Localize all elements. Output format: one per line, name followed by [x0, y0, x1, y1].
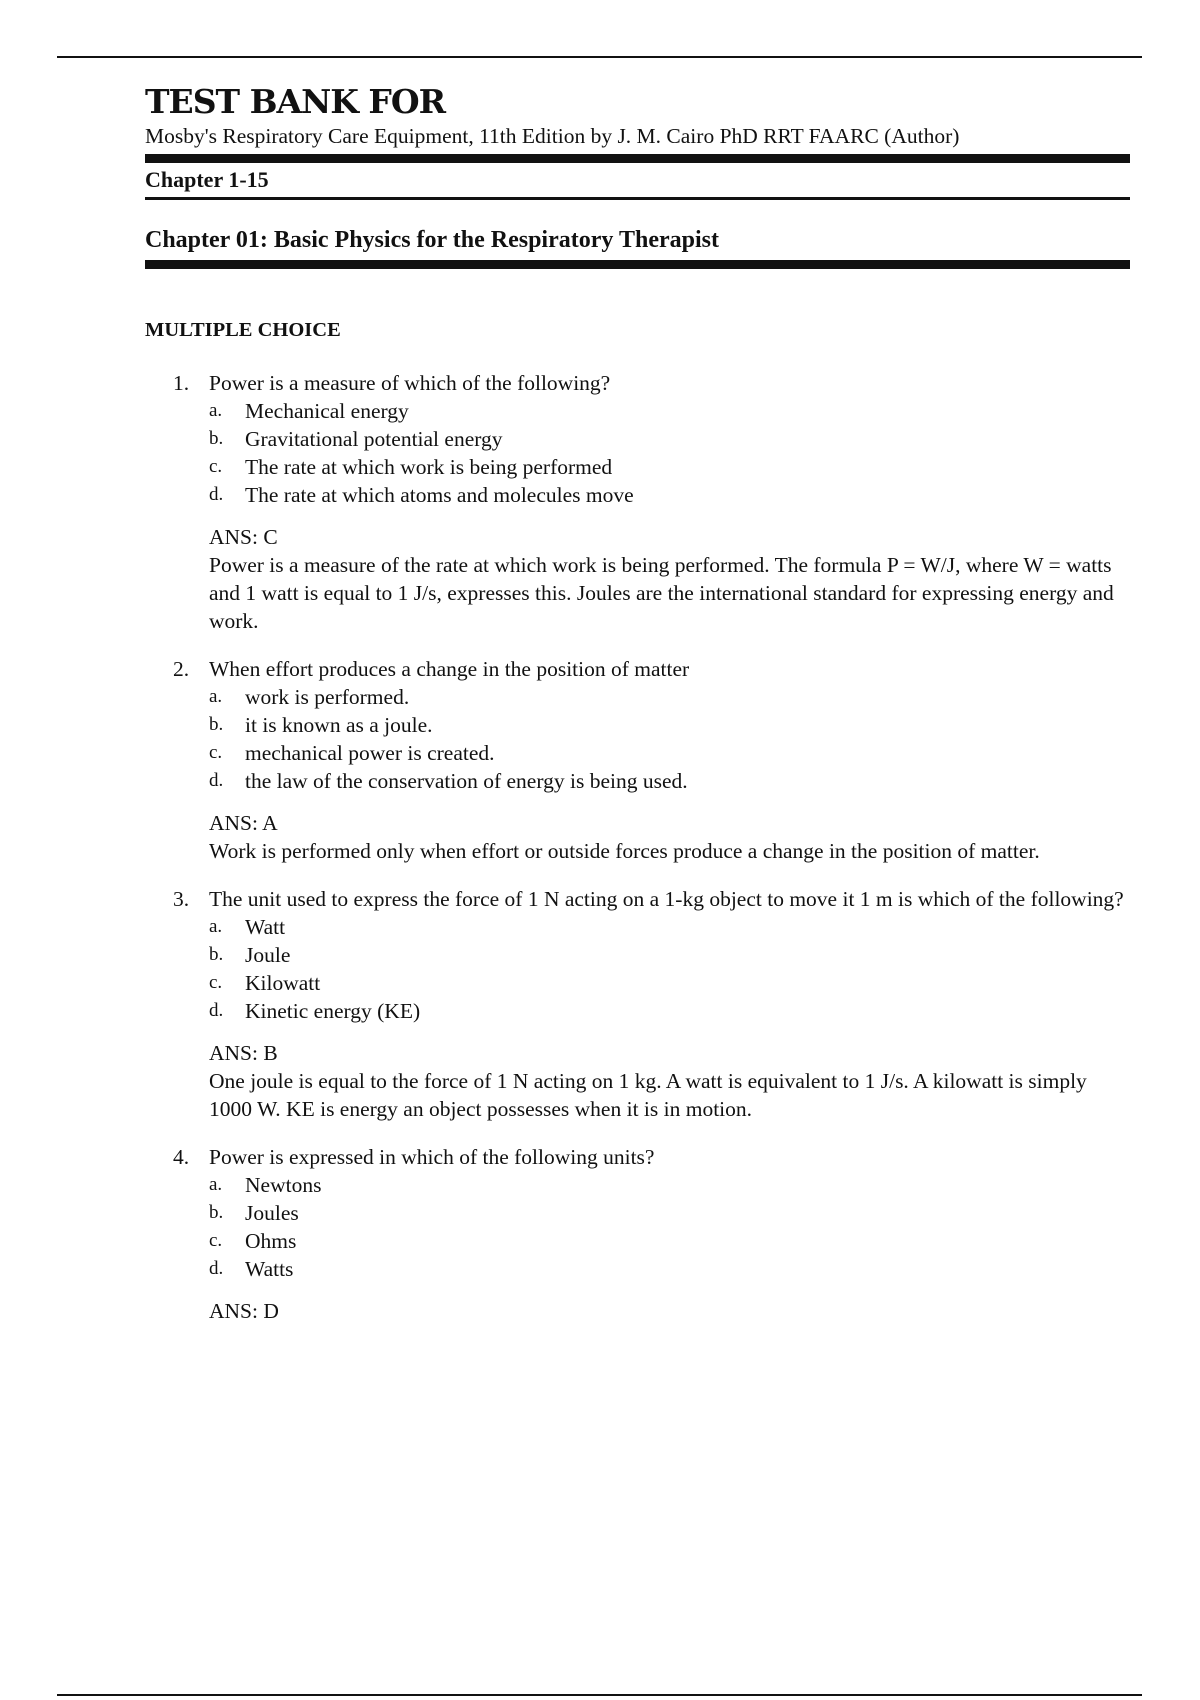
answer-rationale: One joule is equal to the force of 1 N acting on 1 kg. A watt is equivalent to 1 J/s. A kilowatt is simply 1000 W. KE is energy an object possesses when it is in motion. [209, 1069, 1087, 1121]
choice-item [209, 1227, 1130, 1255]
choice-letter: c. [209, 742, 223, 763]
choice-item [209, 913, 1130, 941]
choice-letter: d. [209, 1258, 224, 1279]
choice-letter: c. [209, 456, 223, 477]
choice-letter: a. [209, 400, 223, 421]
choice-letter: a. [209, 686, 223, 707]
section-title: MULTIPLE CHOICE [145, 319, 341, 341]
choice-text: Kilowatt [245, 971, 321, 995]
choice-letter: b. [209, 714, 224, 735]
choice-letter: c. [209, 972, 223, 993]
bottom-page-rule [57, 1694, 1142, 1696]
choice-item [209, 1171, 1130, 1199]
choice-item [209, 969, 1130, 997]
choice-item [209, 941, 1130, 969]
choice-item [209, 425, 1130, 453]
answer-key: ANS: B [209, 1041, 278, 1065]
question-stem: The unit used to express the force of 1 N acting on a 1-kg object to move it 1 m is which of the following? [209, 887, 1124, 911]
choice-letter: b. [209, 428, 224, 449]
choice-text: mechanical power is created. [245, 741, 495, 765]
choice-item [209, 481, 1130, 509]
choice-text: Watt [245, 915, 286, 939]
choice-letter: c. [209, 1230, 223, 1251]
choice-letter: d. [209, 770, 224, 791]
choice-item [209, 1199, 1130, 1227]
document-title: TEST BANK FOR [145, 82, 446, 121]
choice-list [209, 397, 1130, 509]
choice-item [209, 453, 1130, 481]
answer-rationale: Power is a measure of the rate at which work is being performed. The formula P = W/J, where W = watts and 1 watt is equal to 1 J/s, expresses this. Joules are the international standard for expressing energy and work. [209, 553, 1114, 633]
choice-item [209, 997, 1130, 1025]
choice-letter: a. [209, 916, 223, 937]
question-stem: Power is a measure of which of the following? [209, 371, 611, 395]
chapter-rule [145, 260, 1130, 269]
question-number: 4. [173, 1145, 190, 1169]
choice-item [209, 767, 1130, 795]
question-3 [145, 885, 1130, 1123]
choice-text: Watts [245, 1257, 294, 1281]
choice-list [209, 913, 1130, 1025]
subtitle-rule [145, 154, 1130, 163]
chapter-title: Chapter 01: Basic Physics for the Respiratory Therapist [145, 227, 719, 253]
chapters-rule [145, 197, 1130, 200]
choice-letter: a. [209, 1174, 223, 1195]
choice-text: Mechanical energy [245, 399, 409, 423]
question-stem: When effort produces a change in the position of matter [209, 657, 690, 681]
question-number: 2. [173, 657, 190, 681]
question-stem: Power is expressed in which of the following units? [209, 1145, 655, 1169]
answer-key: ANS: D [209, 1299, 279, 1323]
choice-text: Ohms [245, 1229, 297, 1253]
chapters-range: Chapter 1-15 [145, 167, 269, 192]
choice-item [209, 397, 1130, 425]
choice-text: Joules [245, 1201, 299, 1225]
choice-text: Gravitational potential energy [245, 427, 503, 451]
choice-item [209, 739, 1130, 767]
choice-item [209, 711, 1130, 739]
choice-item [209, 1255, 1130, 1283]
choice-letter: b. [209, 944, 224, 965]
choice-item [209, 683, 1130, 711]
choice-text: Newtons [245, 1173, 322, 1197]
answer-key: ANS: A [209, 811, 278, 835]
choice-text: The rate at which work is being performed [245, 455, 613, 479]
choice-text: Joule [245, 943, 291, 967]
answer-key: ANS: C [209, 525, 278, 549]
choice-text: The rate at which atoms and molecules move [245, 483, 634, 507]
answer-rationale: Work is performed only when effort or outside forces produce a change in the position of matter. [209, 839, 1040, 863]
choice-text: the law of the conservation of energy is being used. [245, 769, 688, 793]
question-number: 1. [173, 371, 190, 395]
choice-letter: d. [209, 484, 224, 505]
top-page-rule [57, 56, 1142, 58]
question-number: 3. [173, 887, 190, 911]
choice-text: work is performed. [245, 685, 410, 709]
choice-text: it is known as a joule. [245, 713, 433, 737]
choice-letter: d. [209, 1000, 224, 1021]
question-2 [145, 655, 1130, 865]
document-subtitle: Mosby's Respiratory Care Equipment, 11th Edition by J. M. Cairo PhD RRT FAARC (Author) [145, 124, 960, 148]
choice-list [209, 683, 1130, 795]
document-page [145, 82, 1130, 1345]
question-1 [145, 369, 1130, 635]
question-4 [145, 1143, 1130, 1325]
choice-letter: b. [209, 1202, 224, 1223]
choice-text: Kinetic energy (KE) [245, 999, 421, 1023]
choice-list [209, 1171, 1130, 1283]
